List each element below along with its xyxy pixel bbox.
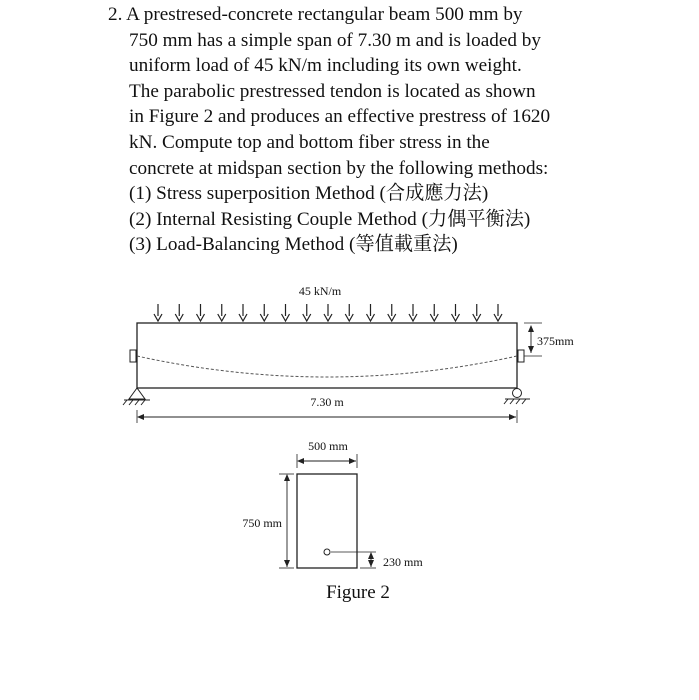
problem-line-2: 750 mm has a simple span of 7.30 m and is loaded by xyxy=(129,29,541,51)
method-3-line: (3) Load-Balancing Method (等值載重法) xyxy=(129,234,458,256)
problem-line-3: uniform load of 45 kN/m including its own weight. xyxy=(129,55,522,77)
span-label: 7.30 m xyxy=(310,395,344,409)
figure-caption: Figure 2 xyxy=(326,582,390,603)
method-1-line: (1) Stress superposition Method (合成應力法) xyxy=(129,183,489,205)
problem-line-7: concrete at midspan section by the following methods: xyxy=(129,157,549,179)
right-roller-support xyxy=(504,389,530,405)
tendon-location-mark xyxy=(324,549,330,555)
tendon-profile xyxy=(137,356,517,377)
uniform-load-arrows xyxy=(154,304,502,321)
height-label: 750 mm xyxy=(242,516,282,530)
problem-line-5: in Figure 2 and produces an effective prestress of 1620 xyxy=(129,106,551,128)
eccentricity-label: 375mm xyxy=(537,334,574,348)
tendon-depth-label: 230 mm xyxy=(383,555,423,569)
problem-line-6: kN. Compute top and bottom fiber stress in the xyxy=(129,131,490,153)
left-anchor xyxy=(130,350,136,362)
method-2-line: (2) Internal Resisting Couple Method (力偶平衡法) xyxy=(129,208,531,230)
left-pin-support xyxy=(123,388,150,405)
problem-line-4: The parabolic prestressed tendon is located as shown xyxy=(129,80,536,102)
right-anchor xyxy=(518,350,524,362)
beam-elevation xyxy=(137,323,517,388)
width-label: 500 mm xyxy=(308,439,348,453)
problem-line-1: 2. A prestresed-concrete rectangular beam 500 mm by xyxy=(108,4,523,25)
load-label: 45 kN/m xyxy=(298,284,342,298)
problem-number: 2. xyxy=(108,4,123,25)
